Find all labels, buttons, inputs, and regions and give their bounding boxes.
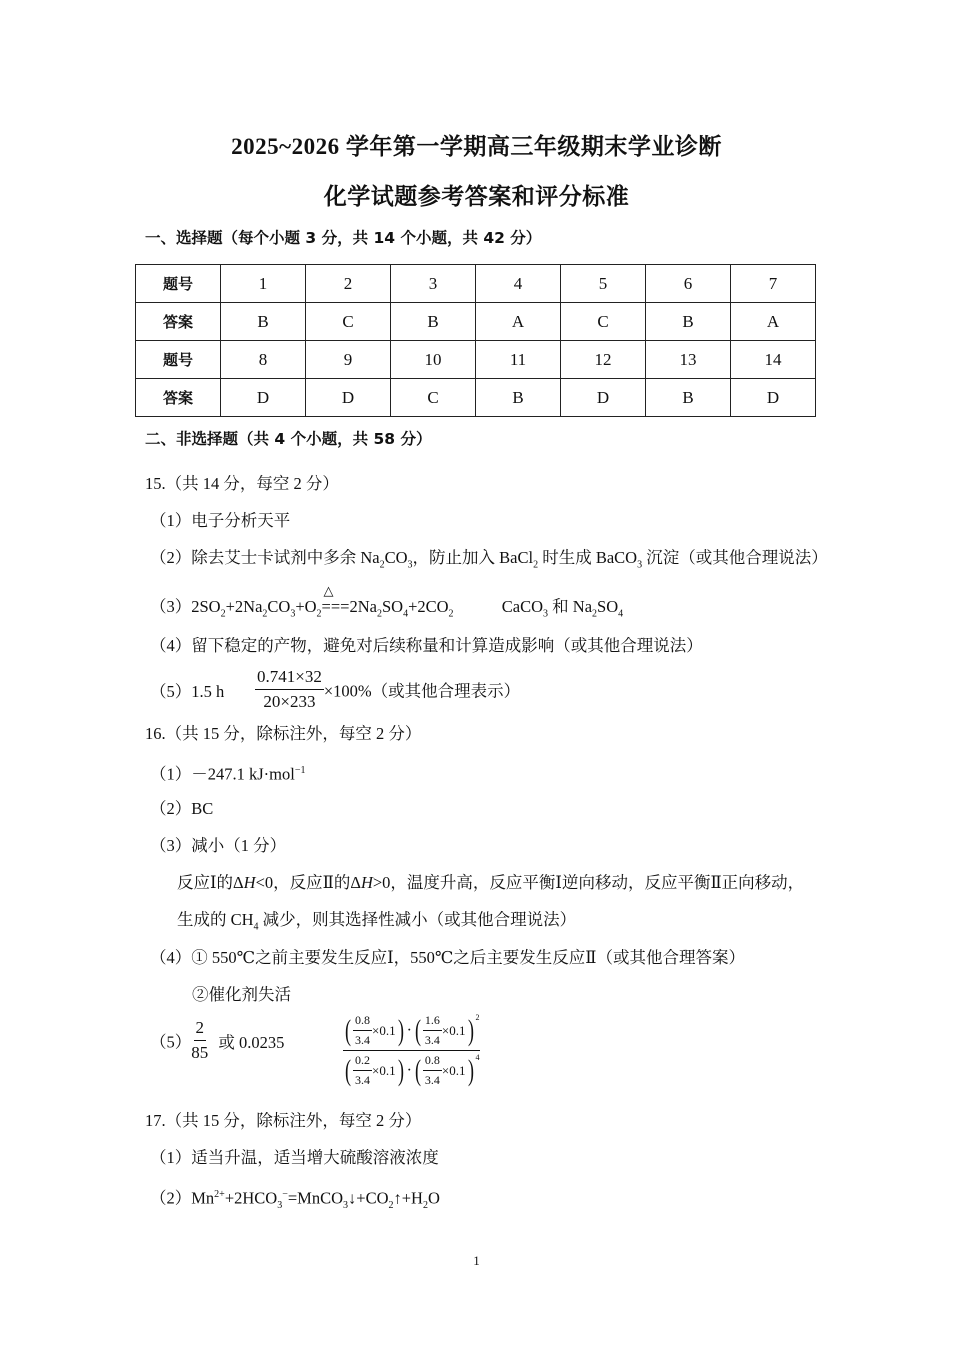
table-cell: 4 — [476, 265, 561, 303]
table-cell: B — [646, 379, 731, 417]
equation-reactants — [150, 597, 322, 620]
subscript: 2 — [220, 608, 226, 620]
numerator: 2 — [194, 1018, 207, 1041]
table-cell: D — [306, 379, 391, 417]
text-segment: SO — [381, 597, 404, 616]
dot-operator: · — [406, 1021, 412, 1039]
table-cell: 13 — [646, 341, 731, 379]
document-title: 2025~2026 学年第一学期高三年级期末学业诊断 — [231, 134, 722, 159]
document-subtitle: 化学试题参考答案和评分标准 — [323, 184, 630, 209]
numerator: 1.6 — [423, 1013, 442, 1031]
table-cell: 7 — [731, 265, 816, 303]
q16-heading: 16.（共 15 分，除标注外，每空 2 分） — [145, 724, 422, 743]
table-cell: 2 — [306, 265, 391, 303]
equation-products — [349, 597, 454, 620]
q16-answer-3-explanation-2 — [177, 910, 576, 937]
subscript: 2 — [262, 608, 268, 620]
q16-answer-1 — [150, 761, 305, 785]
q15-heading: 15.（共 14 分，每空 2 分） — [145, 474, 339, 493]
section-multiple-choice-heading: 一、选择题（每个小题 3 分，共 14 个小题，共 42 分） — [145, 229, 542, 247]
denominator: 85 — [191, 1043, 209, 1062]
q16-answer-3-explanation-1 — [177, 873, 804, 893]
subscript: 2 — [388, 1199, 394, 1211]
denominator: 3.4 — [355, 1033, 370, 1047]
text-segment: （2）Mn — [150, 1188, 215, 1208]
numerator: 0.8 — [353, 1013, 372, 1031]
q15-answer-4: （4）留下稳定的产物，避免对后续称量和计算造成影响（或其他合理说法） — [150, 636, 703, 655]
table-cell: C — [391, 379, 476, 417]
fraction — [353, 1053, 372, 1088]
text-segment: 和 Na — [548, 597, 593, 616]
table-cell: 1 — [221, 265, 306, 303]
text-segment: CO — [384, 548, 408, 567]
table-cell: D — [561, 379, 646, 417]
table-cell: 12 — [561, 341, 646, 379]
dot-operator: · — [406, 1061, 412, 1079]
bracket-term: ( $\frac{0.2}{3.4}$ ×0.1 ) — [345, 1053, 404, 1087]
table-cell: A — [731, 303, 816, 341]
table-cell: 9 — [306, 341, 391, 379]
equilibrium-constant-expression — [343, 1013, 480, 1088]
table-row — [136, 341, 816, 379]
text-segment: 时生成 BaCO — [538, 548, 638, 567]
text-segment: H — [360, 873, 373, 892]
heating-condition — [321, 583, 350, 617]
text-segment: 沉淀（或其他合理说法） — [642, 548, 828, 567]
q17-answer-1: （1）适当升温，适当增大硫酸溶液浓度 — [150, 1148, 439, 1167]
text-segment: O — [427, 1188, 440, 1208]
table-cell: B — [476, 379, 561, 417]
table-cell: D — [731, 379, 816, 417]
multiplier: ×0.1 — [372, 1022, 396, 1038]
fraction — [423, 1053, 442, 1088]
subscript: 3 — [543, 608, 549, 620]
text-segment: =MnCO — [287, 1188, 344, 1208]
numerator: 0.741×32 — [255, 667, 324, 690]
table-row — [136, 303, 816, 341]
subscript: 2 — [379, 559, 385, 571]
bracket-term: ( $\frac{0.8}{3.4}$ ×0.1 ) — [345, 1013, 404, 1047]
subscript: 3 — [290, 608, 296, 620]
subscript: 2 — [316, 608, 322, 620]
text-segment: 2Na — [349, 597, 377, 616]
denominator: 3.4 — [355, 1073, 370, 1087]
table-row — [136, 265, 816, 303]
text-segment: 生成的 CH — [177, 910, 254, 929]
q15-answer-3b — [501, 597, 624, 620]
subscript: 4 — [618, 608, 624, 620]
q16-answer-4-1: （4）① 550℃之前主要发生反应Ⅰ，550℃之后主要发生反应Ⅱ（或其他合理答案） — [150, 948, 746, 967]
superscript: 2+ — [214, 1189, 225, 1200]
table-cell: 5 — [561, 265, 646, 303]
q16-answer-3: （3）减小（1 分） — [150, 836, 287, 855]
table-cell: C — [306, 303, 391, 341]
text-segment: +2CO — [408, 597, 449, 616]
table-cell: 11 — [476, 341, 561, 379]
table-row — [136, 379, 816, 417]
text-segment: CO — [267, 597, 291, 616]
fraction — [353, 1013, 372, 1048]
text-segment: >0，温度升高，反应平衡Ⅰ逆向移动，反应平衡Ⅱ正向移动， — [372, 873, 805, 892]
text-segment: H — [243, 873, 256, 892]
table-cell: B — [391, 303, 476, 341]
subscript: 2 — [422, 1199, 428, 1211]
table-cell: B — [646, 303, 731, 341]
text-segment: ，防止加入 BaCl — [412, 548, 534, 567]
q16-answer-4-2: ②催化剂失活 — [192, 985, 291, 1004]
table-cell: C — [561, 303, 646, 341]
table-cell: B — [221, 303, 306, 341]
subscript: 2 — [448, 608, 454, 620]
text-segment: +2HCO — [224, 1188, 278, 1208]
q15-answer-5 — [150, 667, 520, 712]
section-non-choice-heading: 二、非选择题（共 4 个小题，共 58 分） — [145, 430, 432, 448]
subscript: 3 — [343, 1199, 349, 1211]
row-header-cell: 答案 — [136, 379, 221, 417]
text-segment: +O — [295, 597, 317, 616]
subscript: 2 — [592, 608, 598, 620]
row-header-cell: 答案 — [136, 303, 221, 341]
text-segment: （1）－247.1 kJ·mol — [150, 764, 295, 784]
table-cell: 8 — [221, 341, 306, 379]
row-header-cell: 题号 — [136, 341, 221, 379]
answer-table — [135, 264, 816, 417]
denominator: 3.4 — [424, 1073, 440, 1087]
text-segment: +2Na — [225, 597, 263, 616]
q16-answer-5 — [150, 1018, 284, 1063]
text-segment: （2）除去艾士卡试剂中多余 Na — [150, 548, 380, 567]
q15-answer-3 — [150, 583, 624, 624]
multiplier: ×0.1 — [441, 1022, 466, 1038]
q15-answer-1: （1）电子分析天平 — [150, 511, 291, 530]
q17-heading: 17.（共 15 分，除标注外，每空 2 分） — [145, 1111, 422, 1130]
text-segment: ↑+H — [393, 1188, 423, 1208]
fraction — [423, 1013, 442, 1048]
text-segment: <0，反应Ⅱ的Δ — [255, 873, 361, 892]
text-segment: 减少，则其选择性减小（或其他合理说法） — [258, 910, 577, 929]
denominator: 20×233 — [263, 692, 316, 711]
subscript: 3 — [277, 1199, 283, 1211]
text-segment: SO — [597, 597, 619, 616]
subscript: 4 — [403, 608, 409, 620]
exponent: 2 — [475, 1013, 480, 1022]
table-cell: 6 — [646, 265, 731, 303]
q16-answer-2: （2）BC — [150, 799, 214, 818]
q15-fraction — [255, 667, 324, 712]
numerator: 0.8 — [423, 1053, 442, 1071]
text-segment: （3）2SO — [150, 597, 221, 616]
page-number: 1 — [473, 1253, 480, 1268]
denominator: 3.4 — [424, 1033, 440, 1047]
text-segment: ↓+CO — [348, 1188, 389, 1208]
delta-icon: △ — [323, 583, 334, 598]
q15-answer-5-tail: ×100%（或其他合理表示） — [323, 681, 521, 701]
equals-sign: === — [321, 597, 350, 616]
subscript: 4 — [253, 921, 259, 933]
table-cell: A — [476, 303, 561, 341]
multiplier: ×0.1 — [372, 1062, 396, 1078]
q17-answer-2 — [150, 1185, 440, 1216]
row-header-cell: 题号 — [136, 265, 221, 303]
q15-answer-2 — [150, 548, 828, 575]
multiplier: ×0.1 — [441, 1062, 466, 1078]
numerator: 0.2 — [353, 1053, 372, 1071]
bracket-term: ( $\frac{1.6}{3.4}$ ×0.1 ) $^2$ — [414, 1013, 480, 1047]
bracket-term: ( $\frac{0.8}{3.4}$ ×0.1 ) $^4$ — [414, 1053, 480, 1087]
exponent: 4 — [475, 1053, 480, 1062]
table-cell: 14 — [731, 341, 816, 379]
q16-fraction — [191, 1018, 208, 1063]
text-segment: 反应Ⅰ的Δ — [177, 873, 244, 892]
subscript: 3 — [637, 559, 643, 571]
q15-answer-5-label: （5）1.5 h — [150, 681, 225, 701]
superscript: −1 — [294, 765, 306, 776]
subscript: 3 — [407, 559, 413, 571]
superscript: − — [282, 1189, 288, 1200]
q16-answer-5-decimal: 或 0.0235 — [218, 1032, 285, 1052]
text-segment: CaCO — [501, 597, 544, 616]
table-cell: 10 — [391, 341, 476, 379]
subscript: 2 — [376, 608, 382, 620]
subscript: 2 — [533, 559, 539, 571]
table-cell: 3 — [391, 265, 476, 303]
q16-answer-5-label: （5） — [150, 1032, 192, 1052]
table-cell: D — [221, 379, 306, 417]
